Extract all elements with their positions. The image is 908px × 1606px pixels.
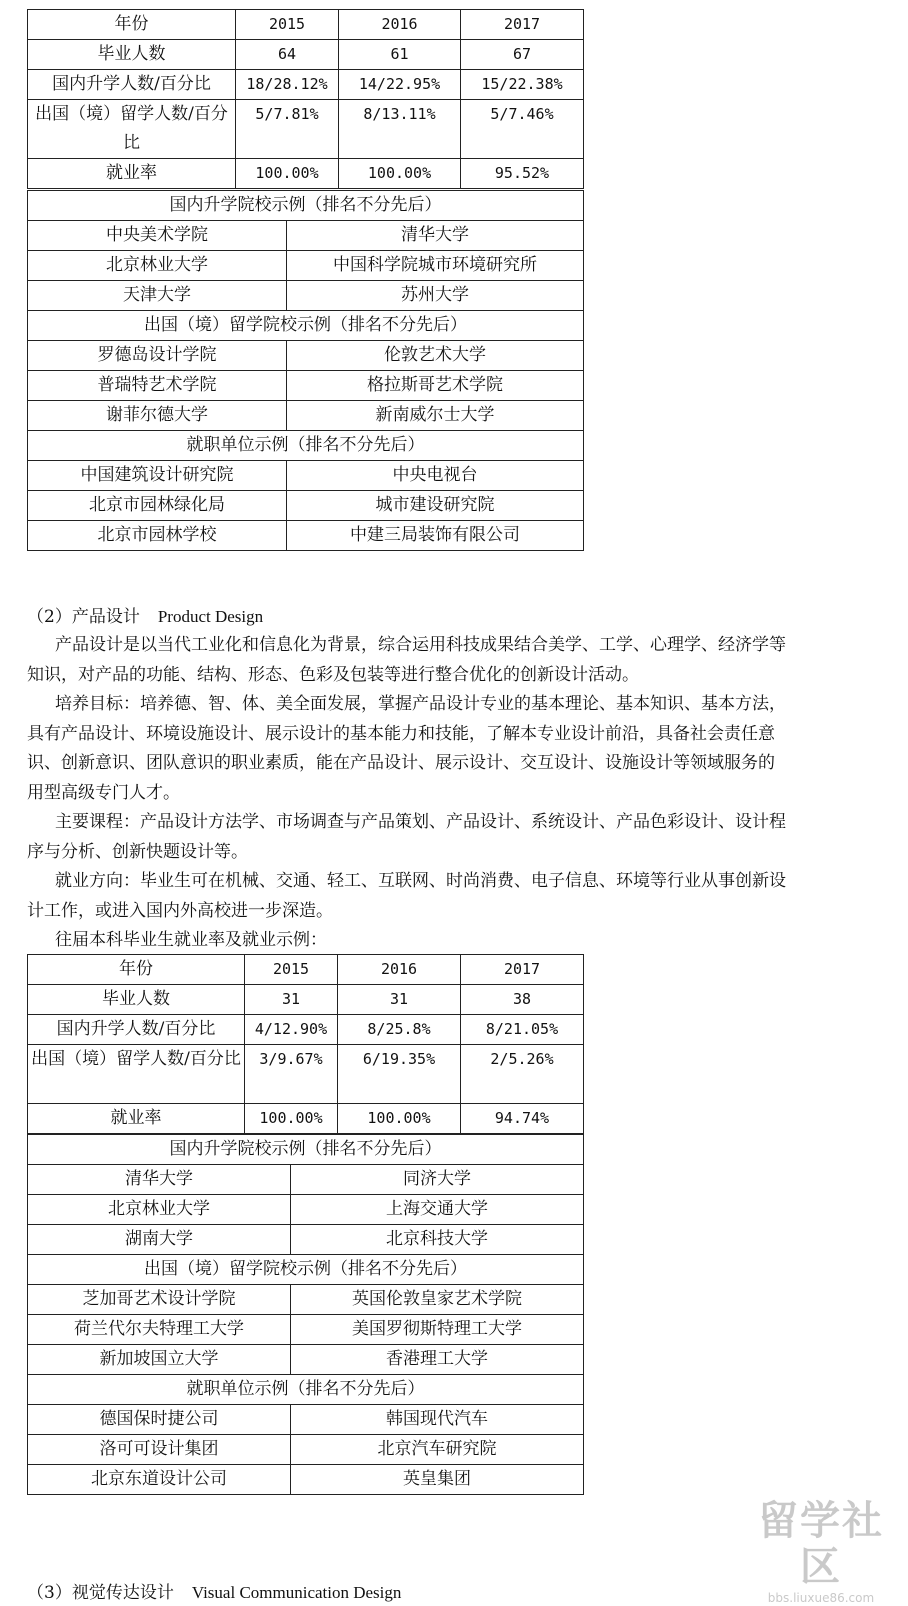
row-label: 出国（境）留学人数/百分比 [28, 100, 236, 159]
row-label: 国内升学人数/百分比 [28, 1015, 245, 1045]
table-cell: 德国保时捷公司 [28, 1405, 291, 1435]
table-header-row [28, 955, 584, 985]
table-row [28, 221, 584, 251]
table-cell: 100.00% [338, 1104, 461, 1134]
table-cell: 北京东道设计公司 [28, 1465, 291, 1495]
table-cell: 中央美术学院 [28, 221, 287, 251]
table-cell: 8/13.11% [339, 100, 461, 159]
table-cell: 伦敦艺术大学 [287, 341, 584, 371]
table-row [28, 159, 584, 189]
employment-table-1 [27, 9, 584, 189]
paragraph-line: 识、创新意识、团队意识的职业素质，能在产品设计、展示设计、交互设计、设施设计等领域服务的 [27, 753, 775, 773]
table-cell: 天津大学 [28, 281, 287, 311]
table-row [28, 1165, 584, 1195]
table-cell: 94.74% [461, 1104, 584, 1134]
section-title-cell: 出国（境）留学院校示例（排名不分先后） [28, 311, 584, 341]
table-cell: 苏州大学 [287, 281, 584, 311]
table-cell: 中央电视台 [287, 461, 584, 491]
table-cell: 城市建设研究院 [287, 491, 584, 521]
section-number: （2）产品设计 [27, 607, 140, 627]
table-row [28, 1405, 584, 1435]
header-cell: 2015 [236, 10, 339, 40]
table-cell: 31 [338, 985, 461, 1015]
row-label: 出国（境）留学人数/百分比 [28, 1045, 245, 1104]
paragraph-line: 产品设计是以当代工业化和信息化为背景，综合运用科技成果结合美学、工学、心理学、经济学等 [55, 635, 786, 655]
employment-table-2 [27, 954, 584, 1134]
table-cell: 61 [339, 40, 461, 70]
table-row [28, 1045, 584, 1104]
table-cell: 2/5.26% [461, 1045, 584, 1104]
table-cell: 罗德岛设计学院 [28, 341, 287, 371]
table-row [28, 1285, 584, 1315]
table-row [28, 70, 584, 100]
watermark-url: bbs.liuxue86.com [767, 1591, 875, 1605]
paragraph-line: 就业方向：毕业生可在机械、交通、轻工、互联网、时尚消费、电子信息、环境等行业从事创新设 [55, 871, 786, 891]
table-row [28, 1104, 584, 1134]
table-cell: 北京汽车研究院 [291, 1435, 584, 1465]
table-cell: 64 [236, 40, 339, 70]
table-row [28, 985, 584, 1015]
header-cell: 2017 [461, 10, 584, 40]
section-english-title: Product Design [157, 607, 264, 626]
table-cell: 谢菲尔德大学 [28, 401, 287, 431]
table-header-row [28, 10, 584, 40]
table-row [28, 401, 584, 431]
table-cell: 北京林业大学 [28, 251, 287, 281]
section-number: （3）视觉传达设计 [27, 1583, 174, 1603]
examples-table-1 [27, 190, 584, 551]
table-row [28, 1015, 584, 1045]
table-cell: 韩国现代汽车 [291, 1405, 584, 1435]
table-cell: 洛可可设计集团 [28, 1435, 291, 1465]
table-row [28, 341, 584, 371]
table-row [28, 251, 584, 281]
table-cell: 5/7.81% [236, 100, 339, 159]
table-cell: 95.52% [461, 159, 584, 189]
paragraph [27, 690, 895, 808]
table-row [28, 1435, 584, 1465]
table-cell: 新加坡国立大学 [28, 1345, 291, 1375]
section-heading [27, 602, 263, 627]
section-title-cell: 出国（境）留学院校示例（排名不分先后） [28, 1255, 584, 1285]
table-cell: 100.00% [236, 159, 339, 189]
table-cell: 芝加哥艺术设计学院 [28, 1285, 291, 1315]
table-cell: 格拉斯哥艺术学院 [287, 371, 584, 401]
table-cell: 美国罗彻斯特理工大学 [291, 1315, 584, 1345]
paragraph-line: 计工作，或进入国内外高校进一步深造。 [27, 900, 333, 921]
header-cell: 2016 [339, 10, 461, 40]
table-row [28, 1465, 584, 1495]
section-title-cell: 就职单位示例（排名不分先后） [28, 431, 584, 461]
paragraph-line: 具有产品设计、环境设施设计、展示设计的基本能力和技能，了解本专业设计前沿，具备社会责任意 [27, 723, 775, 744]
table-row [28, 1195, 584, 1225]
table-cell: 8/25.8% [338, 1015, 461, 1045]
row-label: 国内升学人数/百分比 [28, 70, 236, 100]
header-cell: 2016 [338, 955, 461, 985]
table-cell: 中国建筑设计研究院 [28, 461, 287, 491]
table-cell: 100.00% [245, 1104, 338, 1134]
table-cell: 18/28.12% [236, 70, 339, 100]
site-watermark-logo [746, 1498, 896, 1605]
table-row [28, 1315, 584, 1345]
paragraph-line: 序与分析、创新快题设计等。 [27, 841, 248, 862]
paragraph-line: 培养目标：培养德、智、体、美全面发展，掌握产品设计专业的基本理论、基本知识、基本方法， [55, 694, 786, 714]
table-cell: 3/9.67% [245, 1045, 338, 1104]
table-cell: 北京林业大学 [28, 1195, 291, 1225]
table-cell: 67 [461, 40, 584, 70]
table-row [28, 1225, 584, 1255]
table-cell: 中国科学院城市环境研究所 [287, 251, 584, 281]
table-row [28, 100, 584, 159]
header-cell: 年份 [28, 10, 236, 40]
table-cell: 香港理工大学 [291, 1345, 584, 1375]
table-cell: 中建三局装饰有限公司 [287, 521, 584, 551]
row-label: 毕业人数 [28, 985, 245, 1015]
table-cell: 同济大学 [291, 1165, 584, 1195]
paragraph-line: 知识，对产品的功能、结构、形态、色彩及包装等进行整合优化的创新设计活动。 [27, 664, 639, 685]
paragraph-line: 用型高级专门人才。 [27, 782, 180, 803]
table-cell: 38 [461, 985, 584, 1015]
table-row [28, 371, 584, 401]
table-cell: 6/19.35% [338, 1045, 461, 1104]
row-label: 毕业人数 [28, 40, 236, 70]
table-cell: 北京市园林学校 [28, 521, 287, 551]
table-cell: 8/21.05% [461, 1015, 584, 1045]
table-row [28, 1345, 584, 1375]
table-cell: 14/22.95% [339, 70, 461, 100]
header-cell: 2015 [245, 955, 338, 985]
table-cell: 5/7.46% [461, 100, 584, 159]
table-row [28, 521, 584, 551]
table-cell: 北京科技大学 [291, 1225, 584, 1255]
section-title-cell: 国内升学院校示例（排名不分先后） [28, 191, 584, 221]
header-cell: 2017 [461, 955, 584, 985]
table-cell: 湖南大学 [28, 1225, 291, 1255]
table-cell: 英皇集团 [291, 1465, 584, 1495]
paragraph [27, 926, 895, 956]
table-cell: 新南威尔士大学 [287, 401, 584, 431]
row-label: 就业率 [28, 159, 236, 189]
table-cell: 100.00% [339, 159, 461, 189]
table-row [28, 40, 584, 70]
table-cell: 4/12.90% [245, 1015, 338, 1045]
paragraph-line: 往届本科毕业生就业率及就业示例： [55, 930, 327, 950]
section-english-title: Visual Communication Design [191, 1583, 402, 1602]
table-row [28, 491, 584, 521]
paragraph [27, 867, 895, 926]
table-cell: 清华大学 [287, 221, 584, 251]
table-cell: 英国伦敦皇家艺术学院 [291, 1285, 584, 1315]
paragraph-line: 主要课程：产品设计方法学、市场调查与产品策划、产品设计、系统设计、产品色彩设计、设计程 [55, 812, 786, 832]
section-title-cell: 国内升学院校示例（排名不分先后） [28, 1135, 584, 1165]
table-cell: 北京市园林绿化局 [28, 491, 287, 521]
table-cell: 31 [245, 985, 338, 1015]
examples-table-2 [27, 1134, 584, 1495]
header-cell: 年份 [28, 955, 245, 985]
table-row [28, 281, 584, 311]
table-cell: 清华大学 [28, 1165, 291, 1195]
table-cell: 普瑞特艺术学院 [28, 371, 287, 401]
table-cell: 上海交通大学 [291, 1195, 584, 1225]
section-heading [27, 1578, 401, 1603]
table-row [28, 461, 584, 491]
row-label: 就业率 [28, 1104, 245, 1134]
table-cell: 15/22.38% [461, 70, 584, 100]
paragraph [27, 631, 895, 690]
table-cell: 荷兰代尔夫特理工大学 [28, 1315, 291, 1345]
watermark-text: 留学社区 [758, 1498, 884, 1590]
paragraph [27, 808, 895, 867]
section-title-cell: 就职单位示例（排名不分先后） [28, 1375, 584, 1405]
